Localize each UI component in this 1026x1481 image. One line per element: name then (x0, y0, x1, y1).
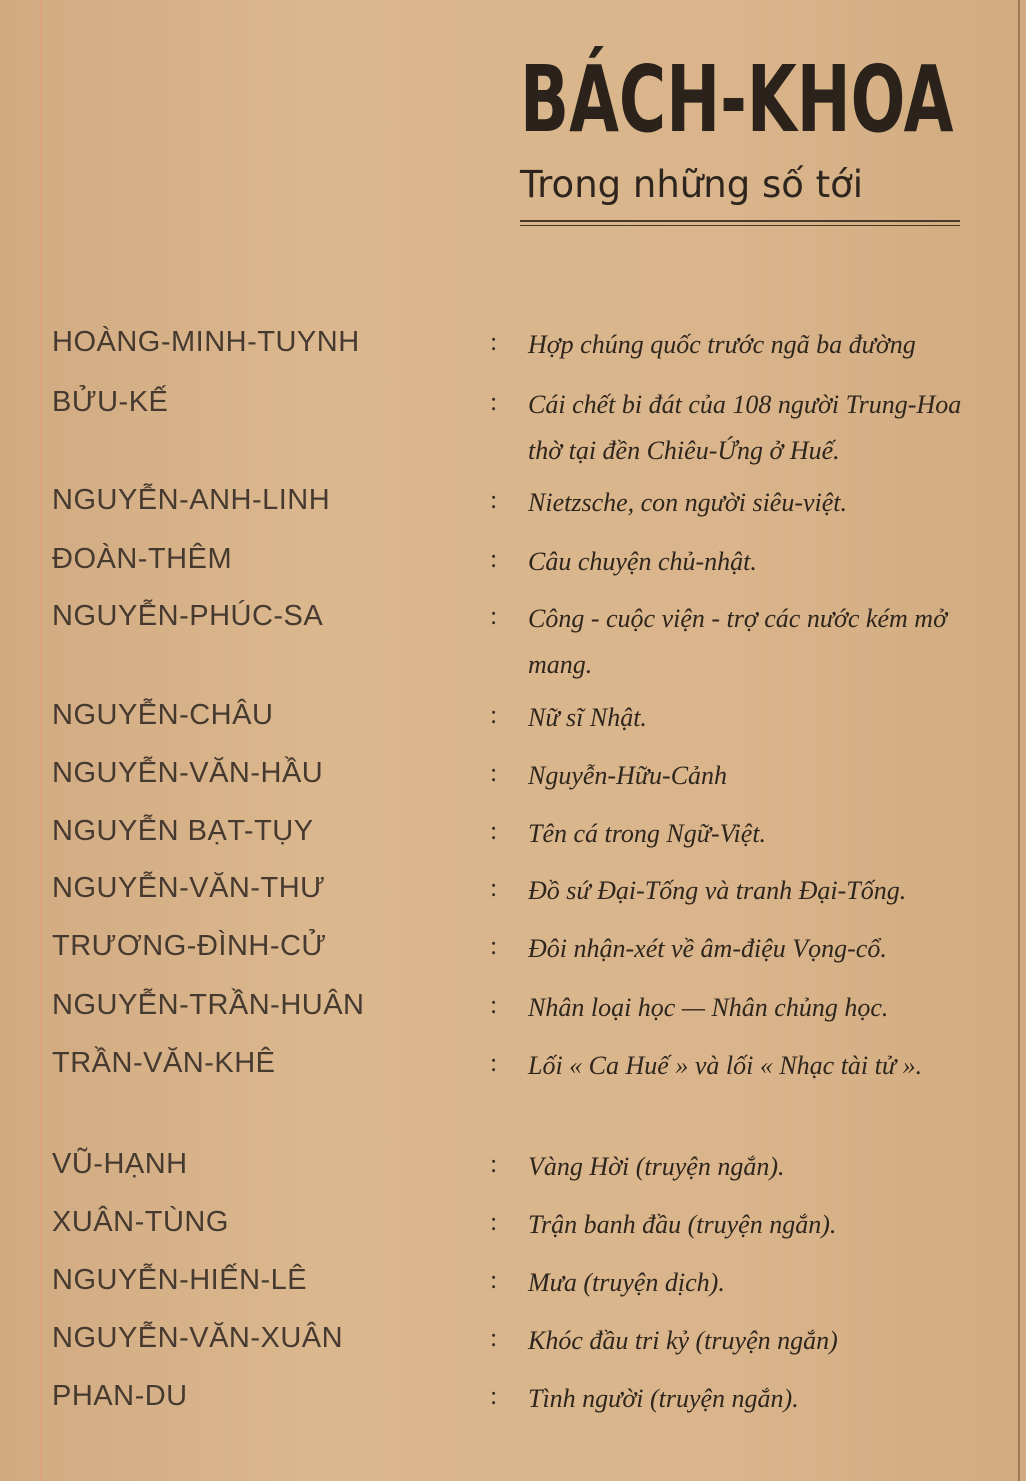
entry-separator: : (490, 1323, 498, 1352)
entry-work-title: Vàng Hời (truyện ngắn). (528, 1152, 785, 1181)
entry-row (0, 753, 1026, 813)
entry-author: TRƯƠNG-ĐÌNH-CỬ (52, 930, 327, 962)
entry-work-title: Câu chuyện chủ-nhật. (528, 547, 757, 576)
entry-separator: : (490, 990, 498, 1019)
entry-author: VŨ-HẠNH (52, 1148, 188, 1180)
entry-author: TRẦN-VĂN-KHÊ (52, 1047, 276, 1079)
entry-author: NGUYỄN-VĂN-XUÂN (52, 1322, 344, 1354)
magazine-title: BÁCH-KHOA (520, 46, 954, 153)
entry-work-title: Nữ sĩ Nhật. (528, 703, 647, 732)
entry-author: NGUYỄN-HIẾN-LÊ (52, 1264, 308, 1296)
entry-separator: : (490, 1048, 498, 1077)
entry-row (0, 322, 1026, 382)
entry-work-title: Cái chết bi đát của 108 người Trung-Hoa thờ tại đền Chiêu-Ứng ở Huế. (528, 390, 962, 465)
entry-row (0, 382, 1026, 465)
entry-row (0, 1318, 1026, 1378)
entry-work-title: Đồ sứ Đại-Tống và tranh Đại-Tống. (528, 876, 907, 905)
entry-author: NGUYỄN-TRẦN-HUÂN (52, 989, 365, 1021)
entry-author: NGUYỄN-VĂN-HẦU (52, 757, 324, 789)
entry-separator: : (490, 700, 498, 729)
entry-work-title: Tình người (truyện ngắn). (528, 1384, 799, 1413)
entry-row (0, 480, 1026, 540)
entry-work-title: Nhân loại học — Nhân chủng học. (528, 993, 889, 1022)
entry-work-title: Tên cá trong Ngữ-Việt. (528, 819, 767, 848)
entry-work-title: Lối « Ca Huế » và lối « Nhạc tài tử ». (528, 1051, 923, 1080)
entry-separator: : (490, 601, 498, 630)
entry-row (0, 1043, 1026, 1103)
entry-author: NGUYỄN-VĂN-THƯ (52, 872, 326, 904)
entry-row (0, 1260, 1026, 1320)
entry-row (0, 1376, 1026, 1436)
entry-work-title: Đôi nhận-xét về âm-điệu Vọng-cổ. (528, 934, 887, 963)
entry-work-title: Nguyễn-Hữu-Cảnh (528, 761, 728, 790)
entry-author: ĐOÀN-THÊM (52, 543, 233, 575)
masthead (520, 46, 966, 226)
entry-separator: : (490, 816, 498, 845)
entry-row (0, 695, 1026, 755)
entry-row (0, 985, 1026, 1045)
entry-row (0, 539, 1026, 599)
entry-row (0, 1202, 1026, 1262)
entry-row (0, 868, 1026, 928)
section-subtitle: Trong những số tới (520, 163, 864, 206)
title-underline (520, 220, 960, 226)
entry-author: NGUYỄN BẠT-TỤY (52, 815, 314, 847)
entry-row (0, 1144, 1026, 1204)
entry-work-title: Nietzsche, con người siêu-việt. (528, 488, 848, 517)
entry-row (0, 596, 1026, 679)
entry-author: NGUYỄN-CHÂU (52, 699, 274, 731)
entry-row (0, 811, 1026, 871)
entry-row (0, 926, 1026, 986)
entry-author: BỬU-KẾ (52, 386, 169, 418)
entry-author: NGUYỄN-PHÚC-SA (52, 600, 324, 632)
entry-author: NGUYỄN-ANH-LINH (52, 484, 331, 516)
entry-author: XUÂN-TÙNG (52, 1206, 229, 1238)
entry-author: HOÀNG-MINH-TUYNH (52, 326, 360, 358)
entry-separator: : (490, 387, 498, 416)
entry-separator: : (490, 485, 498, 514)
entry-work-title: Khóc đầu tri kỷ (truyện ngắn) (528, 1326, 838, 1355)
entry-author: PHAN-DU (52, 1380, 188, 1412)
entry-separator: : (490, 327, 498, 356)
entry-work-title: Trận banh đầu (truyện ngắn). (528, 1210, 837, 1239)
entry-separator: : (490, 1381, 498, 1410)
entry-separator: : (490, 1207, 498, 1236)
entry-separator: : (490, 1265, 498, 1294)
entry-separator: : (490, 873, 498, 902)
entry-separator: : (490, 931, 498, 960)
entry-work-title: Mưa (truyện dịch). (528, 1268, 725, 1297)
entry-work-title: Công - cuộc viện - trợ các nước kém mở mang. (528, 604, 947, 679)
entry-separator: : (490, 758, 498, 787)
entry-separator: : (490, 544, 498, 573)
entry-work-title: Hợp chúng quốc trước ngã ba đường (528, 330, 916, 359)
entry-separator: : (490, 1149, 498, 1178)
